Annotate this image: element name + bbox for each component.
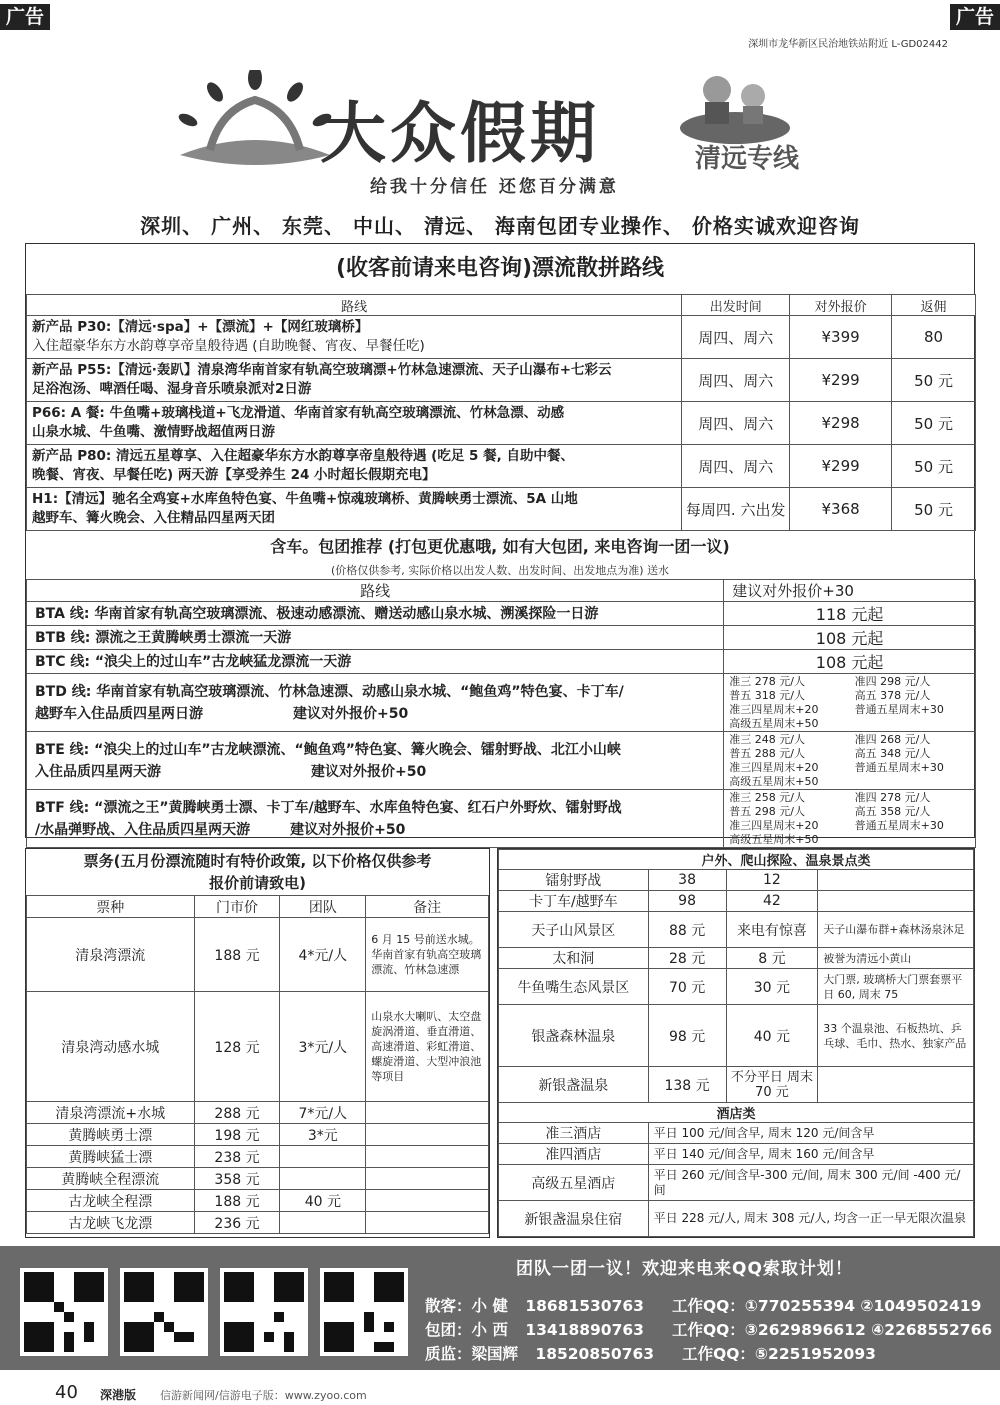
outdoor-title: 户外、爬山探险、温泉景点类	[499, 850, 974, 870]
rafting-table	[26, 294, 976, 531]
table-row	[499, 1144, 974, 1165]
outdoor-note: 被誉为清远小黄山	[818, 948, 974, 969]
price-item: 准三 258 元/人	[729, 790, 805, 804]
table-row	[499, 870, 974, 891]
hotel-price: 平日 140 元/间含早, 周末 160 元/间含早	[648, 1144, 973, 1165]
rafting-boat-icon	[675, 60, 795, 150]
outdoor-price: 38	[648, 870, 726, 891]
price-item: 普通五星周末+30	[854, 702, 944, 716]
package-price: 108 元起	[724, 650, 976, 674]
price-item: 高级五星周末+50	[729, 774, 819, 788]
qr-code-icon[interactable]	[320, 1268, 408, 1356]
package-suggest: 建议对外报价+50	[311, 763, 427, 780]
price-item: 准三四星周末+20	[729, 818, 819, 832]
price-item: 准三 248 元/人	[729, 732, 805, 746]
package-price: 118 元起	[724, 602, 976, 626]
ticket-team: 7*元/人	[280, 1102, 366, 1124]
price-item: 高五 358 元/人	[854, 804, 931, 818]
route-price: ¥399	[790, 316, 892, 359]
table-row	[27, 402, 976, 445]
page-number: 40	[55, 1382, 78, 1403]
route-rebate: 50 元	[892, 359, 976, 402]
package-suggest: 建议对外报价+50	[293, 705, 409, 722]
table-row	[27, 602, 976, 626]
cities-banner: 深圳、 广州、 东莞、 中山、 清远、 海南包团专业操作、 价格实诚欢迎咨询	[140, 214, 860, 238]
table-row	[499, 1165, 974, 1201]
outdoor-name: 新银盏温泉	[499, 1067, 649, 1103]
ticket-team	[280, 1146, 366, 1168]
table-row	[27, 1102, 489, 1124]
table-row	[27, 918, 489, 992]
price-item: 普通五星周末+30	[854, 760, 944, 774]
route-price: ¥299	[790, 359, 892, 402]
package-price-grid	[729, 675, 970, 731]
ad-code: 深圳市龙华新区民治地铁站附近 L-GD02442	[748, 39, 948, 50]
package-suggest: 建议对外报价+50	[290, 821, 406, 838]
hotel-title: 酒店类	[499, 1103, 974, 1123]
outdoor-team: 30 元	[726, 969, 818, 1005]
outdoor-table	[498, 849, 974, 1237]
outdoor-name: 牛鱼嘴生态风景区	[499, 969, 649, 1005]
table-row	[499, 912, 974, 948]
price-item: 普五 318 元/人	[729, 688, 805, 702]
price-item: 准三四星周末+20	[729, 702, 819, 716]
price-item: 高五 378 元/人	[854, 688, 931, 702]
package-col-price: 建议对外报价+30	[724, 580, 976, 602]
contact-qq[interactable]: 工作QQ：①770255394 ②1049502419	[671, 1297, 982, 1315]
ticket-note	[366, 1168, 489, 1190]
ticket-team	[280, 1212, 366, 1234]
table-row	[27, 359, 976, 402]
ticket-price: 128 元	[194, 992, 280, 1102]
ticket-note: 6 月 15 号前送水城。华南首家有轨高空玻璃漂流、竹林急速漂	[366, 918, 489, 992]
ad-label-left: 广告	[0, 4, 50, 30]
route-rebate: 50 元	[892, 488, 976, 531]
price-item: 普通五星周末+30	[854, 818, 944, 832]
hotel-name: 准四酒店	[499, 1144, 649, 1165]
contact-phone[interactable]: 13418890763	[525, 1321, 644, 1339]
table-row	[499, 1123, 974, 1144]
table-row	[27, 1168, 489, 1190]
package-route: BTD 线: 华南首家有轨高空玻璃漂流、竹林急速漂、动感山泉水城、“鲍鱼鸡”特色宴、卡丁车/	[35, 683, 624, 700]
brand-slogan: 给我十分信任 还您百分满意	[370, 177, 619, 197]
edition-label: 深港版	[100, 1388, 137, 1402]
contact-role: 散客：小 健	[425, 1297, 508, 1315]
ticket-name: 古龙峡全程漂	[27, 1190, 195, 1212]
outdoor-price: 98 元	[648, 1005, 726, 1067]
tickets-title: 票务(五月份漂流随时有特价政策, 以下价格仅供参考	[83, 852, 432, 870]
table-row	[27, 445, 976, 488]
contact-phone[interactable]: 18681530763	[525, 1297, 644, 1315]
ticket-name: 清泉湾漂流+水城	[27, 1102, 195, 1124]
route-text-2: 足浴泡汤、啤酒任喝、湿身音乐喷泉派对2日游	[32, 381, 312, 397]
table-row	[27, 992, 489, 1102]
route-text: 新产品 P80: 清远五星尊享、入住超豪华东方水韵尊享帝皇般待遇 (吃足 5 餐, 自助中餐、	[32, 448, 574, 464]
outdoor-note: 33 个温泉池、石板热坑、乒乓球、毛巾、热水、独家产品	[818, 1005, 974, 1067]
route-time: 周四、周六	[682, 445, 790, 488]
package-route-2: 越野车入住品质四星两日游	[35, 705, 203, 722]
ticket-note	[366, 1146, 489, 1168]
hotel-price: 平日 260 元/间含早-300 元/间, 周末 300 元/间 -400 元/间	[648, 1165, 973, 1201]
route-text: H1:【清远】驰名全鸡宴+水库鱼特色宴、牛鱼嘴+惊魂玻璃桥、黄腾峡勇士漂流、5A 山地	[32, 491, 578, 507]
ad-label-right: 广告	[950, 4, 1000, 30]
contact-qq[interactable]: 工作QQ：③2629896612 ④2268552766	[671, 1321, 993, 1339]
package-route: BTA 线: 华南首家有轨高空玻璃漂流、极速动感漂流、赠送动感山泉水城、溯溪探险一日游	[27, 602, 724, 626]
outdoor-price: 28 元	[648, 948, 726, 969]
price-item: 准三 278 元/人	[729, 674, 805, 688]
ticket-note	[366, 1102, 489, 1124]
table-row	[499, 969, 974, 1005]
table-row	[499, 1067, 974, 1103]
route-time: 周四、周六	[682, 316, 790, 359]
ticket-price: 188 元	[194, 1190, 280, 1212]
ticket-note	[366, 1124, 489, 1146]
route-price: ¥368	[790, 488, 892, 531]
price-item: 高五 348 元/人	[854, 746, 931, 760]
outdoor-name: 卡丁车/越野车	[499, 891, 649, 912]
route-text-2: 越野车、篝火晚会、入住精品四星两天团	[32, 510, 275, 526]
table-row	[27, 316, 976, 359]
table-row	[27, 650, 976, 674]
hotel-name: 准三酒店	[499, 1123, 649, 1144]
outdoor-name: 太和洞	[499, 948, 649, 969]
contact-row	[425, 1294, 981, 1316]
table-row	[27, 1190, 489, 1212]
tickets-box	[25, 848, 490, 1238]
route-text-2: 入住超豪华东方水韵尊享帝皇般待遇 (自助晚餐、宵夜、早餐任吃)	[32, 338, 425, 354]
package-note: (价格仅供参考, 实际价格以出发人数、出发时间、出发地点为准) 送水	[330, 564, 670, 577]
route-time: 周四、周六	[682, 359, 790, 402]
outdoor-note	[818, 870, 974, 891]
tickets-title-2: 报价前请致电)	[209, 874, 306, 892]
table-row	[27, 790, 976, 848]
outdoor-team: 来电有惊喜	[726, 912, 818, 948]
route-text: 新产品 P55:【清远·轰趴】清泉湾华南首家有轨高空玻璃漂+竹林急速漂流、天子山瀑布+七彩云	[32, 362, 612, 378]
contact-row	[425, 1318, 992, 1340]
outdoor-price: 138 元	[648, 1067, 726, 1103]
package-route-2: 入住品质四星两天游	[35, 763, 161, 780]
ticket-team: 3*元/人	[280, 992, 366, 1102]
table-row	[499, 1201, 974, 1237]
route-rebate: 50 元	[892, 445, 976, 488]
table-row	[27, 488, 976, 531]
outdoor-note: 天子山瀑布群+森林汤泉沐足	[818, 912, 974, 948]
ticket-name: 黄腾峡勇士漂	[27, 1124, 195, 1146]
contact-row	[425, 1342, 876, 1364]
qr-code-icon[interactable]	[120, 1268, 208, 1356]
col-team: 团队	[280, 896, 366, 918]
ticket-name: 清泉湾漂流	[27, 918, 195, 992]
table-row	[27, 674, 976, 732]
route-time: 周四、周六	[682, 402, 790, 445]
ticket-team: 4*元/人	[280, 918, 366, 992]
package-route: BTB 线: 漂流之王黄腾峡勇士漂流一天游	[27, 626, 724, 650]
outdoor-team: 8 元	[726, 948, 818, 969]
package-route: BTE 线: “浪尖上的过山车”古龙峡漂流、“鲍鱼鸡”特色宴、篝火晚会、镭射野战、北江小山峡	[35, 741, 621, 758]
table-row	[27, 1124, 489, 1146]
ticket-name: 清泉湾动感水城	[27, 992, 195, 1102]
route-text: P66: A 餐: 牛鱼嘴+玻璃栈道+飞龙滑道、华南首家有轨高空玻璃漂流、竹林急漂、动感	[32, 405, 565, 421]
sun-logo-icon	[170, 70, 340, 180]
col-time: 出发时间	[682, 295, 790, 316]
price-item: 准四 268 元/人	[854, 732, 931, 746]
contact-role: 质监：梁国辉	[425, 1345, 519, 1363]
package-route: BTF 线: “漂流之王”黄腾峡勇士漂、卡丁车/越野车、水库鱼特色宴、红石户外野炊、镭射野战	[35, 799, 622, 816]
hotel-price: 平日 100 元/间含早, 周末 120 元/间含早	[648, 1123, 973, 1144]
contact-phone[interactable]: 18520850763	[535, 1345, 655, 1363]
brand-sub: 清远专线	[695, 144, 800, 174]
package-route-2: /水晶弹野战、入住品质四星两天游	[35, 821, 251, 838]
ticket-price: 236 元	[194, 1212, 280, 1234]
price-item: 高级五星周末+50	[729, 832, 819, 846]
ticket-note: 山泉水大喇叭、太空盘旋涡滑道、垂直滑道、高速滑道、彩虹滑道、螺旋滑道、大型冲浪池等项目	[366, 992, 489, 1102]
price-item: 准四 278 元/人	[854, 790, 931, 804]
outdoor-price: 88 元	[648, 912, 726, 948]
table-row	[27, 732, 976, 790]
qr-code-icon[interactable]	[20, 1268, 108, 1356]
table-row	[499, 891, 974, 912]
table-row	[27, 1146, 489, 1168]
ticket-note	[366, 1212, 489, 1234]
route-rebate: 80	[892, 316, 976, 359]
brand-logo	[170, 60, 870, 200]
ticket-price: 288 元	[194, 1102, 280, 1124]
table-row	[27, 1212, 489, 1234]
outdoor-team: 不分平日 周末 70 元	[726, 1067, 818, 1103]
col-rebate: 返佣	[892, 295, 976, 316]
tickets-table	[26, 895, 489, 1234]
package-price-grid	[729, 791, 970, 847]
contact-qq[interactable]: 工作QQ：⑤2251952093	[682, 1345, 876, 1363]
col-note: 备注	[366, 896, 489, 918]
hotel-name: 高级五星酒店	[499, 1165, 649, 1201]
table-row	[27, 626, 976, 650]
col-route: 路线	[27, 295, 682, 316]
outdoor-box	[497, 848, 975, 1238]
route-price: ¥299	[790, 445, 892, 488]
outdoor-note: 大门票, 玻璃桥大门票套票平日 60, 周末 75	[818, 969, 974, 1005]
ticket-price: 238 元	[194, 1146, 280, 1168]
price-item: 准四 298 元/人	[854, 674, 931, 688]
ticket-team: 3*元	[280, 1124, 366, 1146]
table-row	[499, 1005, 974, 1067]
brand-title: 大众假期	[320, 94, 600, 172]
package-col-route: 路线	[27, 580, 724, 602]
contact-role: 包团：小 西	[425, 1321, 508, 1339]
route-text-2: 山泉水城、牛鱼嘴、激情野战超值两日游	[32, 424, 275, 440]
package-price: 108 元起	[724, 626, 976, 650]
ticket-team	[280, 1168, 366, 1190]
outdoor-team: 12	[726, 870, 818, 891]
qr-code-icon[interactable]	[220, 1268, 308, 1356]
hotel-name: 新银盏温泉住宿	[499, 1201, 649, 1237]
package-route: BTC 线: “浪尖上的过山车”古龙峡猛龙漂流一天游	[27, 650, 724, 674]
col-retail: 门市价	[194, 896, 280, 918]
contact-banner	[0, 1246, 1000, 1370]
route-text-2: 晚餐、宵夜、早餐任吃) 两天游【享受养生 24 小时超长假期充电】	[32, 467, 436, 483]
col-ticket: 票种	[27, 896, 195, 918]
price-item: 准三四星周末+20	[729, 760, 819, 774]
outdoor-team: 42	[726, 891, 818, 912]
ticket-name: 黄腾峡全程漂流	[27, 1168, 195, 1190]
ticket-price: 358 元	[194, 1168, 280, 1190]
package-price-grid	[729, 733, 970, 789]
outdoor-name: 银盏森林温泉	[499, 1005, 649, 1067]
price-item: 普五 298 元/人	[729, 804, 805, 818]
ticket-price: 198 元	[194, 1124, 280, 1146]
col-price: 对外报价	[790, 295, 892, 316]
footer-site[interactable]: 信游新闻网/信游电子版：www.zyoo.com	[160, 1389, 367, 1402]
table-row	[499, 948, 974, 969]
outdoor-price: 98	[648, 891, 726, 912]
route-rebate: 50 元	[892, 402, 976, 445]
contact-slogan: 团队一团一议！欢迎来电来QQ索取计划！	[516, 1259, 853, 1279]
route-price: ¥298	[790, 402, 892, 445]
package-table	[26, 579, 976, 848]
hotel-price: 平日 228 元/人, 周末 308 元/人, 均含一正一早无限次温泉	[648, 1201, 973, 1237]
route-text: 新产品 P30:【清远·spa】+【漂流】+【网红玻璃桥】	[32, 319, 369, 335]
package-title: 含车。包团推荐 (打包更优惠哦, 如有大包团, 来电咨询一团一议)	[270, 537, 730, 556]
price-item: 普五 288 元/人	[729, 746, 805, 760]
outdoor-name: 镭射野战	[499, 870, 649, 891]
ticket-price: 188 元	[194, 918, 280, 992]
ticket-note	[366, 1190, 489, 1212]
outdoor-price: 70 元	[648, 969, 726, 1005]
ticket-team: 40 元	[280, 1190, 366, 1212]
routes-box	[25, 243, 975, 846]
outdoor-name: 天子山风景区	[499, 912, 649, 948]
route-time: 每周四. 六出发	[682, 488, 790, 531]
price-item: 高级五星周末+50	[729, 716, 819, 730]
outdoor-note	[818, 1067, 974, 1103]
ticket-name: 黄腾峡猛士漂	[27, 1146, 195, 1168]
outdoor-team: 40 元	[726, 1005, 818, 1067]
page-footer	[0, 1380, 1000, 1405]
ticket-name: 古龙峡飞龙漂	[27, 1212, 195, 1234]
outdoor-note	[818, 891, 974, 912]
rafting-title: (收客前请来电咨询)漂流散拼路线	[335, 256, 665, 281]
